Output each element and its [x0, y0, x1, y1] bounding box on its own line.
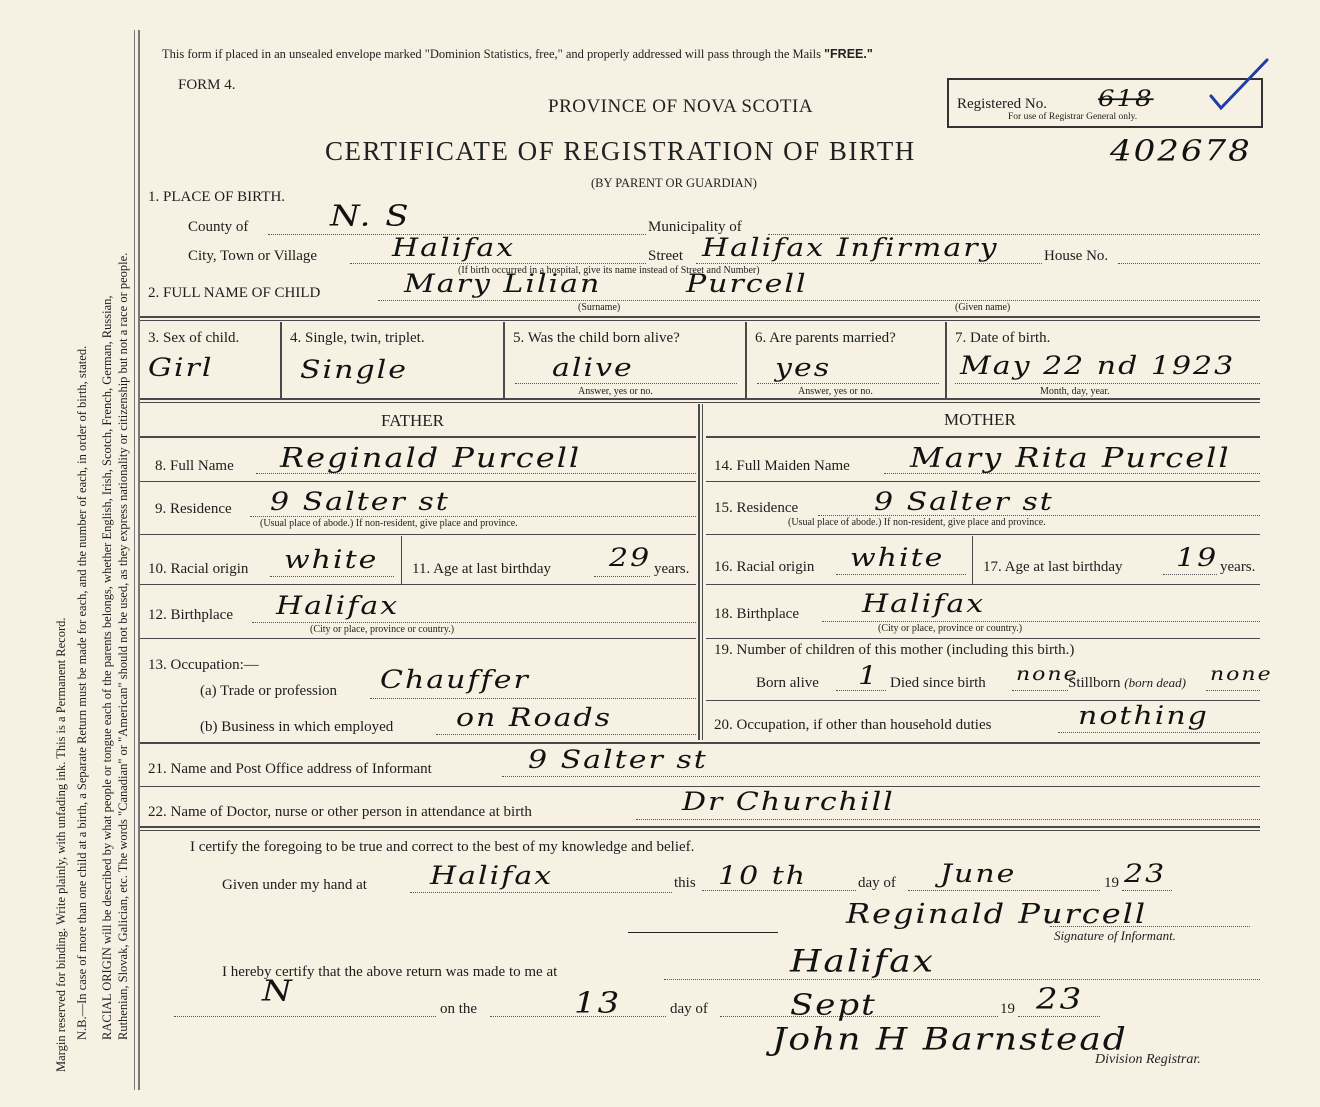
informant-line — [502, 776, 1260, 777]
informant-signature-caption: Signature of Informant. — [1054, 928, 1176, 943]
registrar-month-value: Sept — [790, 988, 877, 1022]
margin-racial-origin-note-continued: Ruthenian, Slovak, Galician, etc. The words "Canadian" or "American" should not be used, as they express nationality or citizenship but not a race or people. — [116, 252, 130, 1040]
given-year-line — [1122, 890, 1172, 891]
street-value: Halifax Infirmary — [702, 233, 999, 263]
registered-number-value: 618 — [1098, 86, 1154, 112]
county-label: County of — [188, 219, 249, 235]
mother-name-label: 14. Full Maiden Name — [714, 458, 850, 474]
registrar-year-value: 23 — [1036, 982, 1084, 1016]
given-day-of-label: day of — [858, 875, 896, 891]
registrar-year-line — [1018, 1016, 1100, 1017]
born-alive-line — [515, 383, 737, 384]
doctor-line — [636, 819, 1260, 820]
certificate-subtitle: (BY PARENT OR GUARDIAN) — [591, 176, 757, 190]
stillborn-label-text: Stillborn — [1068, 675, 1121, 691]
married-note: Answer, yes or no. — [798, 386, 873, 397]
mother-race-divider — [972, 536, 973, 584]
registered-number-label: Registered No. — [957, 96, 1047, 112]
mother-occupation-label: 20. Occupation, if other than household duties — [714, 717, 992, 733]
born-alive-label: 5. Was the child born alive? — [513, 330, 680, 346]
mother-years-label: years. — [1220, 559, 1256, 575]
child-name-line — [378, 300, 1260, 301]
born-alive-value: alive — [552, 353, 634, 383]
mother-residence-value: 9 Salter st — [874, 487, 1054, 517]
divider-plurality — [503, 322, 505, 398]
house-number-label: House No. — [1044, 248, 1109, 264]
stillborn-line — [1206, 690, 1260, 691]
child-given-name: Mary Lilian — [404, 269, 602, 299]
registrar-day-of-label: day of — [670, 1001, 708, 1017]
registrar-place-value: Halifax — [790, 944, 935, 979]
given-name-note: (Given name) — [955, 302, 1011, 313]
parents-divider-2 — [702, 404, 703, 740]
father-trade-line — [370, 698, 696, 699]
died-since-birth-line — [1012, 690, 1068, 691]
registrar-statement: I hereby certify that the above return was made to me at — [222, 964, 558, 980]
plurality-value: Single — [300, 355, 409, 385]
division-registrar-caption: Division Registrar. — [1095, 1052, 1201, 1067]
street-label: Street — [648, 248, 683, 264]
rule-father-name — [140, 481, 696, 482]
doctor-value: Dr Churchill — [682, 787, 895, 817]
mail-free: "FREE." — [824, 47, 873, 61]
certificate-number: 402678 — [1110, 134, 1252, 168]
check-mark-icon — [1205, 56, 1275, 116]
rule-after-name — [140, 316, 1260, 318]
mother-heading: MOTHER — [944, 410, 1016, 429]
father-race-line — [270, 576, 394, 577]
mother-birthplace-line — [822, 621, 1260, 622]
rule-mother-residence — [706, 534, 1260, 535]
born-alive-count-label: Born alive — [756, 675, 819, 691]
given-month-value: June — [940, 859, 1017, 889]
mail-notice — [162, 47, 873, 62]
mother-race-label: 16. Racial origin — [714, 559, 815, 575]
mother-birthplace-note: (City or place, province or country.) — [878, 623, 1023, 634]
mail-notice-text: This form if placed in an unsealed envelope marked "Dominion Statistics, free," and properly addressed will pass through the Mails — [162, 47, 821, 61]
informant-value: 9 Salter st — [528, 745, 708, 775]
province-heading: PROVINCE OF NOVA SCOTIA — [548, 96, 814, 117]
mother-race-line — [836, 574, 966, 575]
rule-mother-name — [706, 481, 1260, 482]
mother-age-line — [1163, 574, 1217, 575]
rule-after-name-2 — [140, 320, 1260, 321]
informant-signature-line — [1050, 926, 1250, 927]
father-name-value: Reginald Purcell — [280, 441, 582, 474]
street-line — [696, 263, 1042, 264]
father-business-line — [436, 734, 696, 735]
margin-multiple-birth-note: N.B.—In case of more than one child at a birth, a Separate Return must be made for each, and the number of each, in order of birth, stated. — [75, 345, 89, 1040]
given-place-line — [410, 892, 672, 893]
married-value: yes — [775, 353, 832, 383]
father-name-label: 8. Full Name — [155, 458, 234, 474]
rule-after-child-row-2 — [140, 402, 1260, 403]
father-race-label: 10. Racial origin — [148, 561, 249, 577]
mother-occupation-value: nothing — [1078, 701, 1209, 731]
father-trade-value: Chauffer — [380, 665, 530, 695]
dob-note: Month, day, year. — [1040, 386, 1110, 397]
surname-note: (Surname) — [578, 302, 621, 313]
dob-label: 7. Date of birth. — [955, 330, 1051, 346]
father-residence-value: 9 Salter st — [270, 487, 450, 517]
married-label: 6. Are parents married? — [755, 330, 896, 346]
registrar-day-value: 13 — [574, 986, 622, 1020]
father-age-label: 11. Age at last birthday — [412, 561, 551, 577]
father-birthplace-line — [252, 622, 696, 623]
registrar-left-line — [174, 1016, 436, 1017]
rule-father-residence — [140, 534, 696, 535]
county-value: N. S — [330, 199, 411, 233]
given-under-hand-label: Given under my hand at — [222, 877, 367, 893]
on-the-label: on the — [440, 1001, 478, 1017]
father-birthplace-label: 12. Birthplace — [148, 607, 233, 623]
born-alive-count-value: 1 — [858, 661, 880, 691]
this-label: this — [674, 875, 696, 891]
sex-label: 3. Sex of child. — [148, 330, 240, 346]
father-residence-note: (Usual place of abode.) If non-resident, give place and province. — [260, 518, 518, 529]
city-label: City, Town or Village — [188, 248, 318, 264]
father-heading: FATHER — [381, 411, 444, 430]
certification-statement: I certify the foregoing to be true and correct to the best of my knowledge and belief. — [190, 839, 695, 855]
registrar-year-prefix: 19 — [1000, 1001, 1015, 1017]
mother-birthplace-value: Halifax — [862, 589, 986, 619]
rule-father-race — [140, 584, 696, 585]
registrar-general-note: For use of Registrar General only. — [1008, 112, 1138, 122]
binding-rule — [134, 30, 135, 1090]
divider-married — [945, 322, 947, 398]
died-since-birth-label: Died since birth — [890, 675, 986, 691]
father-business-value: on Roads — [456, 703, 613, 733]
doctor-label: 22. Name of Doctor, nurse or other person in attendance at birth — [148, 804, 532, 820]
married-line — [757, 383, 939, 384]
father-residence-label: 9. Residence — [155, 501, 232, 517]
rule-after-parents — [140, 742, 1260, 744]
divider-sex — [280, 322, 282, 398]
stillborn-note: (born dead) — [1124, 675, 1187, 690]
father-age-line — [594, 576, 650, 577]
rule-mother-birthplace — [706, 638, 1260, 639]
father-race-value: white — [284, 545, 379, 575]
child-surname: Purcell — [686, 269, 808, 299]
stillborn-value: none — [1210, 663, 1273, 685]
mother-children-label: 19. Number of children of this mother (including this birth.) — [714, 642, 1075, 658]
given-day-value: 10 th — [718, 861, 808, 891]
form-number: FORM 4. — [178, 77, 236, 93]
mother-occupation-line — [1058, 732, 1260, 733]
parents-divider — [698, 404, 700, 740]
stillborn-label — [1068, 675, 1186, 692]
mother-residence-label: 15. Residence — [714, 500, 799, 516]
margin-binding-note: Margin reserved for binding. Write plainly, with unfading ink. This is a Permanent Record. — [54, 617, 68, 1072]
mother-race-value: white — [850, 543, 945, 573]
rule-mother-race — [706, 584, 1260, 585]
given-place-value: Halifax — [430, 861, 554, 891]
rule-after-doctor-2 — [140, 830, 1260, 831]
mother-name-value: Mary Rita Purcell — [910, 441, 1231, 474]
place-of-birth-label: 1. PLACE OF BIRTH. — [148, 189, 286, 205]
father-business-label: (b) Business in which employed — [200, 719, 394, 735]
rule-mother-heading — [706, 436, 1260, 438]
child-name-label: 2. FULL NAME OF CHILD — [148, 285, 321, 301]
registrar-extra-mark: N — [262, 974, 294, 1008]
father-occupation-label: 13. Occupation:— — [148, 657, 259, 673]
born-alive-note: Answer, yes or no. — [578, 386, 653, 397]
mother-age-label: 17. Age at last birthday — [983, 559, 1123, 575]
father-trade-label: (a) Trade or profession — [200, 683, 338, 699]
rule-after-doctor — [140, 826, 1260, 828]
died-since-birth-value: none — [1016, 663, 1079, 685]
house-number-line — [1118, 263, 1260, 264]
sex-value: Girl — [148, 353, 214, 383]
signature-separator — [628, 932, 778, 933]
margin-racial-origin-note: RACIAL ORIGIN will be described by what people or tongue each of the parents belongs, whether English, Irish, Scotch, French, German, Russian, — [100, 295, 114, 1040]
father-birthplace-value: Halifax — [276, 591, 400, 621]
informant-label: 21. Name and Post Office address of Informant — [148, 761, 432, 777]
hospital-note: (If birth occurred in a hospital, give its name instead of Street and Number) — [458, 265, 760, 276]
divider-alive — [745, 322, 747, 398]
dob-value: May 22 nd 1923 — [960, 351, 1236, 381]
father-age-value: 29 — [609, 543, 652, 573]
informant-signature: Reginald Purcell — [846, 897, 1148, 930]
father-birthplace-note: (City or place, province or country.) — [310, 624, 455, 635]
registrar-place-line — [664, 979, 1260, 980]
registrar-signature: John H Barnstead — [772, 1022, 1128, 1057]
mother-birthplace-label: 18. Birthplace — [714, 606, 799, 622]
city-line — [350, 263, 646, 264]
municipality-label: Municipality of — [648, 219, 742, 235]
binding-rule-inner — [138, 30, 140, 1090]
certificate-title: CERTIFICATE OF REGISTRATION OF BIRTH — [325, 136, 916, 166]
given-year-prefix: 19 — [1104, 875, 1119, 891]
father-years-label: years. — [654, 561, 690, 577]
rule-after-child-row — [140, 398, 1260, 400]
plurality-label: 4. Single, twin, triplet. — [290, 330, 425, 346]
given-month-line — [908, 890, 1100, 891]
given-year-value: 23 — [1124, 859, 1167, 889]
mother-residence-note: (Usual place of abode.) If non-resident, give place and province. — [788, 517, 1046, 528]
rule-father-heading — [140, 436, 696, 438]
father-race-divider — [401, 536, 402, 584]
city-value: Halifax — [392, 233, 516, 263]
rule-father-birthplace — [140, 638, 696, 639]
mother-age-value: 19 — [1176, 543, 1219, 573]
dob-line — [955, 383, 1260, 384]
